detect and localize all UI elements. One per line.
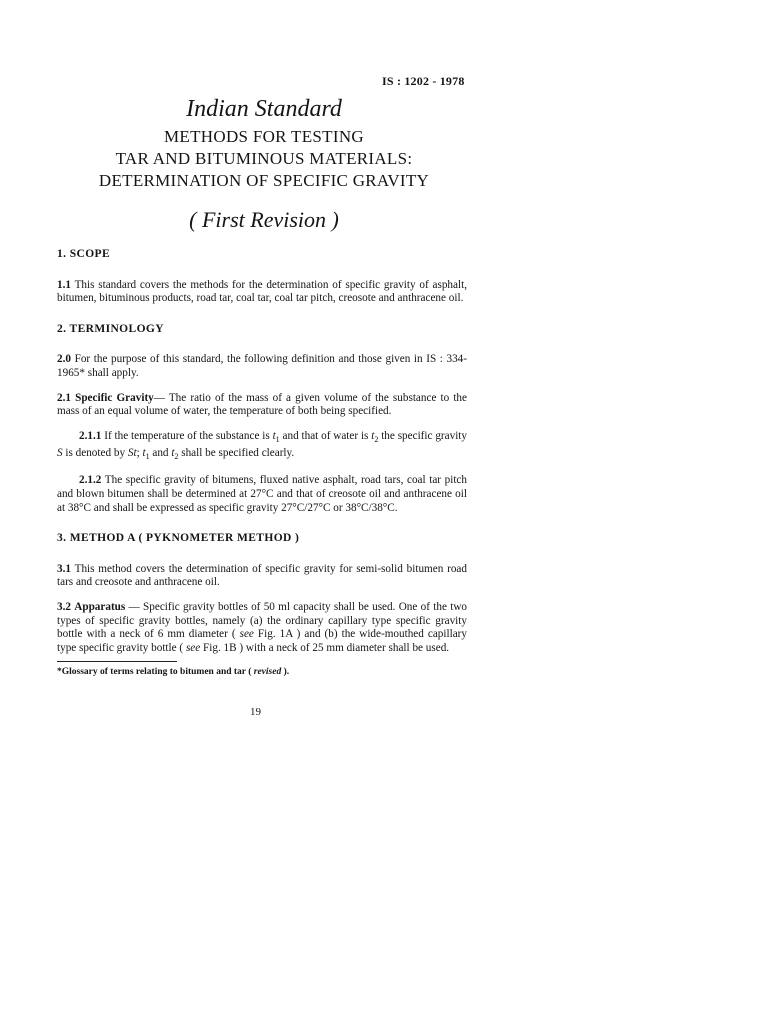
footnote-end: ). bbox=[281, 667, 290, 678]
paragraph-3-1 bbox=[57, 563, 467, 590]
section-heading-terminology: 2. TERMINOLOGY bbox=[57, 322, 164, 335]
clause-number: 2.1.2 bbox=[79, 474, 102, 487]
clause-text: This method covers the determination of specific gravity for semi-solid bitumen road tars and creosote and anthracene oil. bbox=[57, 562, 467, 589]
title-line-1: METHODS FOR TESTING bbox=[164, 127, 364, 146]
clause-text: shall be specified clearly. bbox=[178, 446, 295, 459]
clause-text: is denoted by bbox=[62, 446, 128, 459]
clause-number: 2.0 bbox=[57, 353, 71, 366]
clause-number: 3.2 bbox=[57, 600, 71, 613]
section-heading-method-a: 3. METHOD A ( PYKNOMETER METHOD ) bbox=[57, 532, 300, 545]
section-heading-scope: 1. SCOPE bbox=[57, 248, 111, 260]
symbol-t: t bbox=[272, 429, 276, 442]
indian-standard-heading: Indian Standard bbox=[186, 96, 342, 122]
defined-term: Apparatus bbox=[74, 600, 126, 613]
title-line-2: TAR AND BITUMINOUS MATERIALS: bbox=[115, 149, 413, 168]
subscript: 1 bbox=[275, 434, 280, 444]
paragraph-2-1-2 bbox=[57, 474, 467, 515]
clause-text: the specific gravity bbox=[378, 429, 468, 442]
paragraph-2-1 bbox=[57, 392, 467, 419]
clause-text: Fig. 1A ) and (b) the wide-mouthed capillary type specific gravity bottle ( bbox=[57, 628, 468, 654]
clause-number: 3.1 bbox=[57, 562, 71, 575]
subscript: 1 bbox=[145, 451, 150, 461]
footnote bbox=[57, 666, 467, 678]
clause-text: and bbox=[149, 446, 172, 459]
defined-term: Specific Gravity bbox=[75, 391, 154, 404]
paragraph-1-1 bbox=[57, 279, 467, 306]
see-reference: see bbox=[185, 641, 201, 654]
document-body bbox=[57, 248, 467, 678]
clause-text: If the temperature of the substance is bbox=[104, 429, 273, 442]
symbol-t: t bbox=[171, 446, 175, 459]
title-block bbox=[56, 94, 472, 234]
footnote-rule bbox=[57, 661, 177, 662]
footnote-italic: revised bbox=[253, 667, 282, 678]
clause-text: and that of water is bbox=[279, 429, 372, 442]
clause-number: 1.1 bbox=[57, 278, 71, 291]
clause-text: — The ratio of the mass of a given volume of the substance to the mass of an equal volume of water, the temperature of both being specified. bbox=[57, 391, 467, 418]
standard-number: IS : 1202 - 1978 bbox=[382, 74, 465, 88]
clause-text: ; bbox=[136, 446, 143, 459]
clause-text: — Specific gravity bottles of 50 ml capacity shall be used. One of the two types of specific gravity bottles, namely (a) the ordinary capillary type specific gravity bottle with a neck of 6 mm diameter ( bbox=[57, 600, 467, 641]
clause-text: Fig. 1B ) with a neck of 25 mm diameter shall be used. bbox=[200, 641, 450, 654]
subscript: 2 bbox=[174, 451, 179, 461]
title-line-3: DETERMINATION OF SPECIFIC GRAVITY bbox=[98, 171, 430, 190]
symbol-s: S bbox=[57, 446, 63, 459]
clause-number: 2.1 bbox=[57, 391, 71, 404]
paragraph-3-2 bbox=[57, 601, 467, 655]
clause-text: The specific gravity of bitumens, fluxed native asphalt, road tars, coal tar pitch and blown bitumen shall be determined at 27°C and that of creosote oil and anthracene oil at 38°C and shall be expressed as specific gravity 27°C/27°C or 38°C/38°C. bbox=[57, 474, 467, 514]
symbol-t: t bbox=[371, 429, 375, 442]
symbol-st: St bbox=[127, 446, 137, 459]
symbol-t: t bbox=[142, 446, 146, 459]
paragraph-2-0 bbox=[57, 353, 467, 380]
see-reference: see bbox=[239, 628, 254, 641]
clause-number: 2.1.1 bbox=[79, 429, 102, 442]
document-title bbox=[56, 126, 472, 192]
subscript: 2 bbox=[374, 434, 379, 444]
clause-text: For the purpose of this standard, the following definition and those given in IS : 334-1965* shall apply. bbox=[57, 353, 467, 379]
footnote-text: *Glossary of terms relating to bitumen and tar ( bbox=[57, 667, 254, 678]
page-number: 19 bbox=[250, 706, 261, 718]
revision-label: ( First Revision ) bbox=[189, 207, 339, 232]
clause-text: This standard covers the methods for the determination of specific gravity of asphalt, bitumen, bituminous products, road tar, coal tar, coal tar pitch, creosote and anthracene oil. bbox=[57, 278, 467, 305]
paragraph-2-1-1 bbox=[57, 430, 467, 464]
